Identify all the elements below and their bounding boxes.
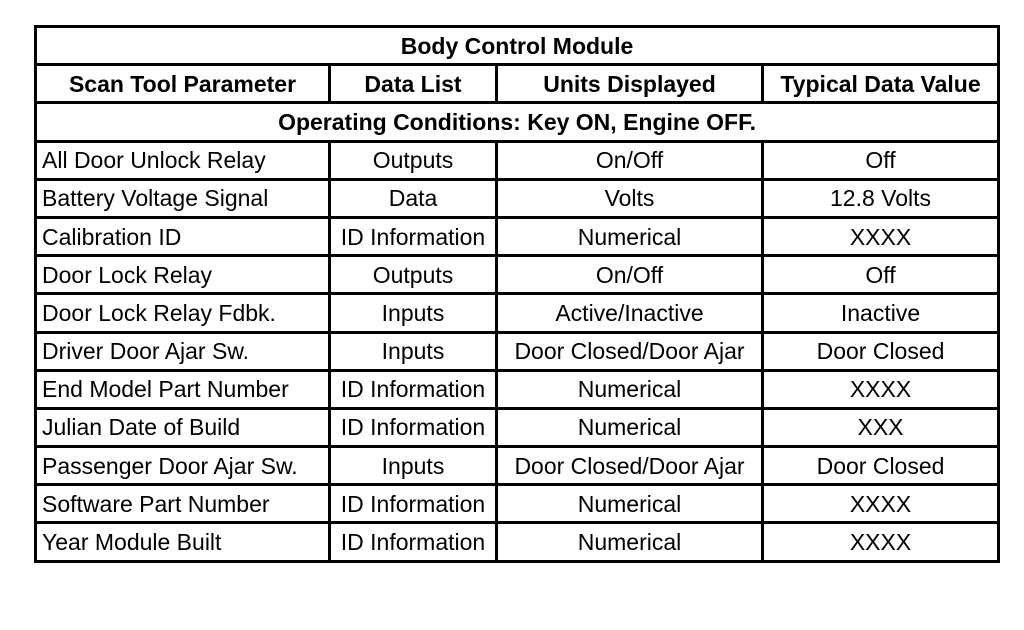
column-header-data-list: Data List: [330, 65, 497, 103]
scan-tool-parameter-cell: Software Part Number: [36, 485, 330, 523]
typical-data-value-cell: XXXX: [763, 217, 999, 255]
scan-tool-parameter-cell: Calibration ID: [36, 217, 330, 255]
table-row: [36, 447, 999, 485]
operating-conditions-row: [36, 103, 999, 141]
table-row: [36, 408, 999, 446]
scan-tool-parameter-cell: End Model Part Number: [36, 370, 330, 408]
body-control-module-table: [34, 25, 1000, 563]
typical-data-value-cell: Inactive: [763, 294, 999, 332]
scan-tool-parameter-cell: Year Module Built: [36, 523, 330, 561]
scan-tool-parameter-cell: Door Lock Relay: [36, 256, 330, 294]
data-list-cell: Outputs: [330, 141, 497, 179]
data-list-cell: Inputs: [330, 294, 497, 332]
units-displayed-cell: Door Closed/Door Ajar: [497, 447, 763, 485]
table-header-row: [36, 65, 999, 103]
typical-data-value-cell: Off: [763, 256, 999, 294]
typical-data-value-cell: XXXX: [763, 485, 999, 523]
data-list-cell: ID Information: [330, 408, 497, 446]
data-list-cell: ID Information: [330, 523, 497, 561]
data-list-cell: Outputs: [330, 256, 497, 294]
scan-tool-parameter-cell: Passenger Door Ajar Sw.: [36, 447, 330, 485]
units-displayed-cell: Numerical: [497, 370, 763, 408]
column-header-typical-data-value: Typical Data Value: [763, 65, 999, 103]
typical-data-value-cell: Off: [763, 141, 999, 179]
table-title: Body Control Module: [36, 27, 999, 65]
data-list-cell: Inputs: [330, 332, 497, 370]
typical-data-value-cell: XXXX: [763, 370, 999, 408]
table-row: [36, 141, 999, 179]
units-displayed-cell: Numerical: [497, 523, 763, 561]
typical-data-value-cell: XXXX: [763, 523, 999, 561]
column-header-units-displayed: Units Displayed: [497, 65, 763, 103]
data-list-cell: ID Information: [330, 217, 497, 255]
table-row: [36, 332, 999, 370]
scan-tool-parameter-cell: Door Lock Relay Fdbk.: [36, 294, 330, 332]
column-header-scan-tool-parameter: Scan Tool Parameter: [36, 65, 330, 103]
scan-tool-parameter-cell: Driver Door Ajar Sw.: [36, 332, 330, 370]
units-displayed-cell: Numerical: [497, 217, 763, 255]
units-displayed-cell: Numerical: [497, 485, 763, 523]
data-list-cell: Inputs: [330, 447, 497, 485]
data-list-cell: Data: [330, 179, 497, 217]
table-row: [36, 294, 999, 332]
units-displayed-cell: Active/Inactive: [497, 294, 763, 332]
typical-data-value-cell: XXX: [763, 408, 999, 446]
scan-tool-parameter-cell: Battery Voltage Signal: [36, 179, 330, 217]
operating-conditions: Operating Conditions: Key ON, Engine OFF.: [36, 103, 999, 141]
table-row: [36, 217, 999, 255]
units-displayed-cell: Volts: [497, 179, 763, 217]
table-row: [36, 256, 999, 294]
typical-data-value-cell: Door Closed: [763, 447, 999, 485]
typical-data-value-cell: Door Closed: [763, 332, 999, 370]
scan-tool-parameter-cell: All Door Unlock Relay: [36, 141, 330, 179]
units-displayed-cell: On/Off: [497, 141, 763, 179]
units-displayed-cell: Numerical: [497, 408, 763, 446]
data-list-cell: ID Information: [330, 370, 497, 408]
table-row: [36, 179, 999, 217]
data-list-cell: ID Information: [330, 485, 497, 523]
table-title-row: [36, 27, 999, 65]
table-row: [36, 370, 999, 408]
table-row: [36, 523, 999, 561]
typical-data-value-cell: 12.8 Volts: [763, 179, 999, 217]
units-displayed-cell: On/Off: [497, 256, 763, 294]
units-displayed-cell: Door Closed/Door Ajar: [497, 332, 763, 370]
scan-tool-parameter-cell: Julian Date of Build: [36, 408, 330, 446]
table-row: [36, 485, 999, 523]
